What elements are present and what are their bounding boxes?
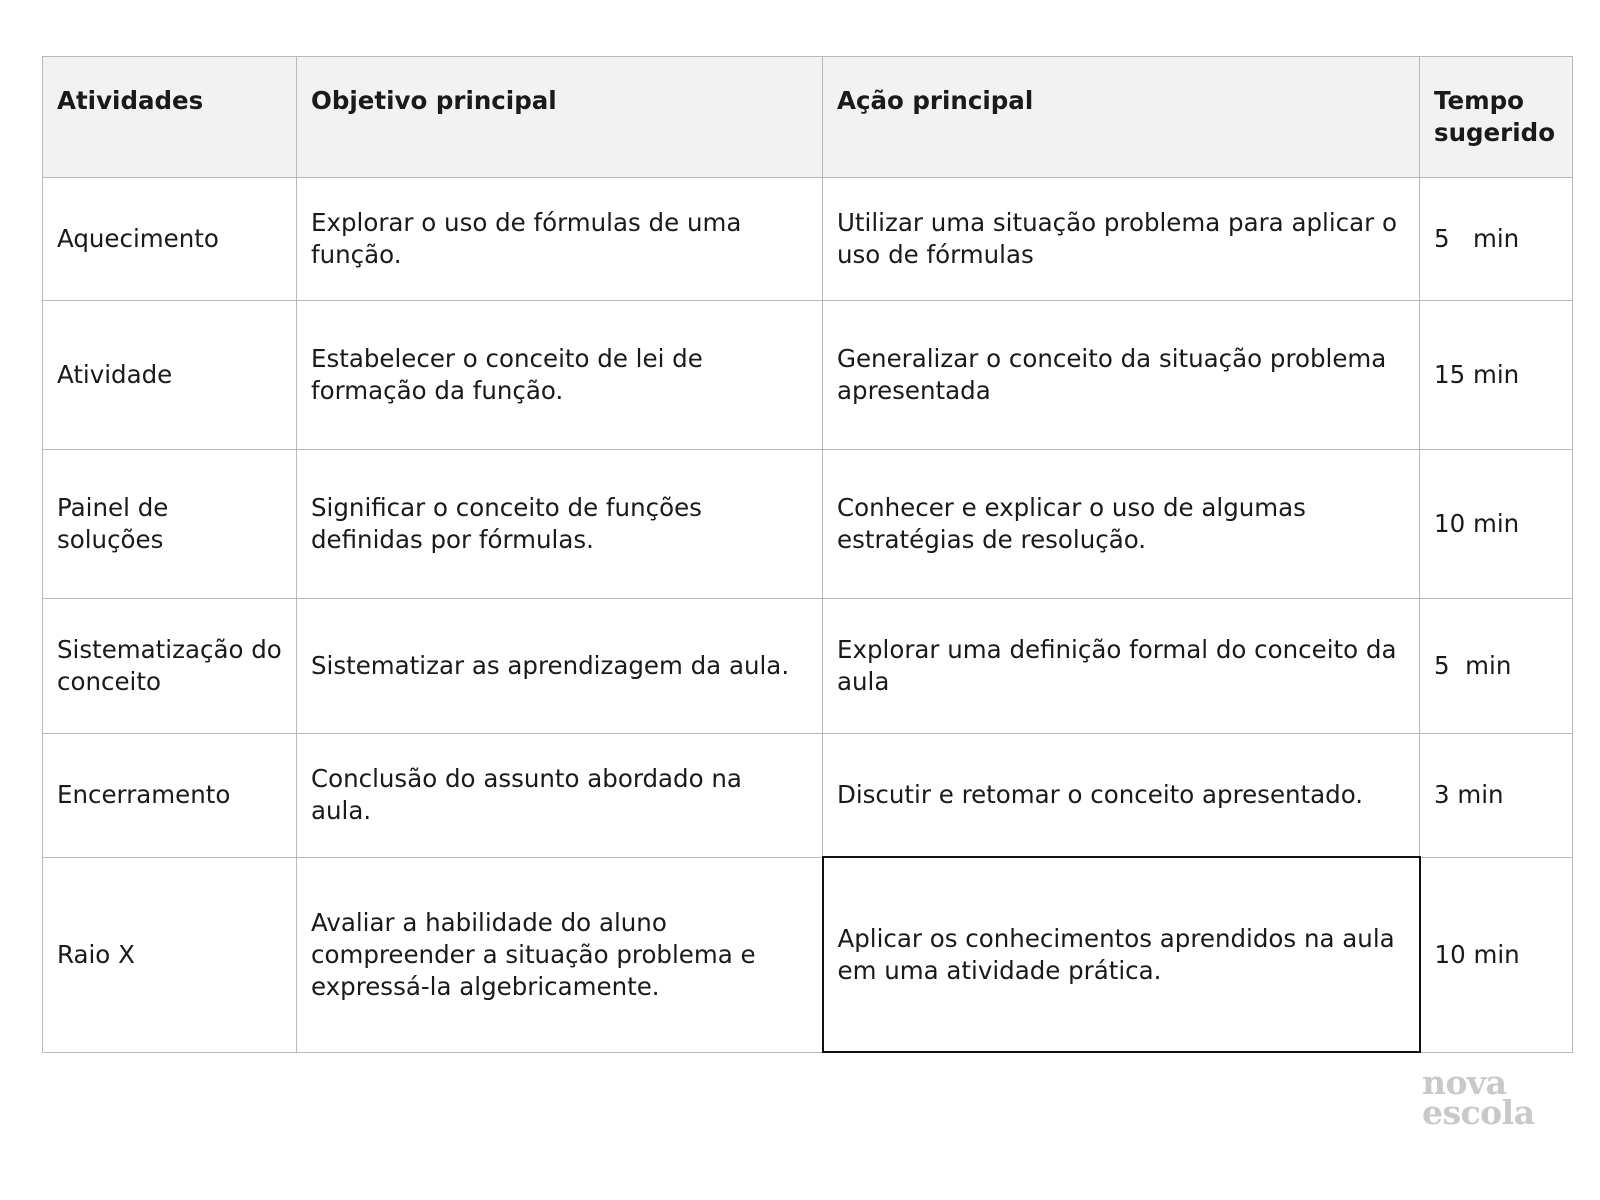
cell-tempo: 10 min: [1420, 857, 1573, 1052]
cell-objetivo: Estabelecer o conceito de lei de formação da função.: [297, 301, 823, 450]
cell-tempo: 5 min: [1420, 599, 1573, 734]
cell-atividade: Aquecimento: [43, 178, 297, 301]
cell-acao-highlighted: Aplicar os conhecimentos aprendidos na aula em uma atividade prática.: [823, 857, 1420, 1052]
cell-acao: Discutir e retomar o conceito apresentado.: [823, 734, 1420, 858]
cell-atividade: Encerramento: [43, 734, 297, 858]
lesson-plan-table: [42, 56, 1573, 1053]
cell-objetivo: Sistematizar as aprendizagem da aula.: [297, 599, 823, 734]
cell-atividade: Raio X: [43, 857, 297, 1052]
header-objetivo-principal: Objetivo principal: [297, 57, 823, 178]
cell-tempo: 3 min: [1420, 734, 1573, 858]
cell-tempo: 5 min: [1420, 178, 1573, 301]
table-row: [43, 450, 1573, 599]
table-row: [43, 857, 1573, 1052]
table-row: [43, 734, 1573, 858]
cell-objetivo: Avaliar a habilidade do aluno compreender a situação problema e expressá-la algebricamente.: [297, 857, 823, 1052]
table-row: [43, 599, 1573, 734]
logo-line-nova: nova: [1422, 1063, 1507, 1102]
header-atividades: Atividades: [43, 57, 297, 178]
cell-atividade: Sistematização do conceito: [43, 599, 297, 734]
cell-objetivo: Conclusão do assunto abordado na aula.: [297, 734, 823, 858]
cell-objetivo: Explorar o uso de fórmulas de uma função.: [297, 178, 823, 301]
header-tempo-sugerido: Tempo sugerido: [1420, 57, 1573, 178]
cell-acao: Explorar uma definição formal do conceito da aula: [823, 599, 1420, 734]
cell-acao: Generalizar o conceito da situação problema apresentada: [823, 301, 1420, 450]
logo-line-escola: escola: [1422, 1093, 1535, 1132]
cell-objetivo: Significar o conceito de funções definidas por fórmulas.: [297, 450, 823, 599]
cell-atividade: Atividade: [43, 301, 297, 450]
cell-acao: Utilizar uma situação problema para aplicar o uso de fórmulas: [823, 178, 1420, 301]
table-header-row: [43, 57, 1573, 178]
nova-escola-logo: [1422, 1063, 1552, 1132]
table-row: [43, 178, 1573, 301]
cell-acao: Conhecer e explicar o uso de algumas estratégias de resolução.: [823, 450, 1420, 599]
cell-atividade: Painel de soluções: [43, 450, 297, 599]
cell-tempo: 10 min: [1420, 450, 1573, 599]
cell-tempo: 15 min: [1420, 301, 1573, 450]
table-row: [43, 301, 1573, 450]
header-acao-principal: Ação principal: [823, 57, 1420, 178]
